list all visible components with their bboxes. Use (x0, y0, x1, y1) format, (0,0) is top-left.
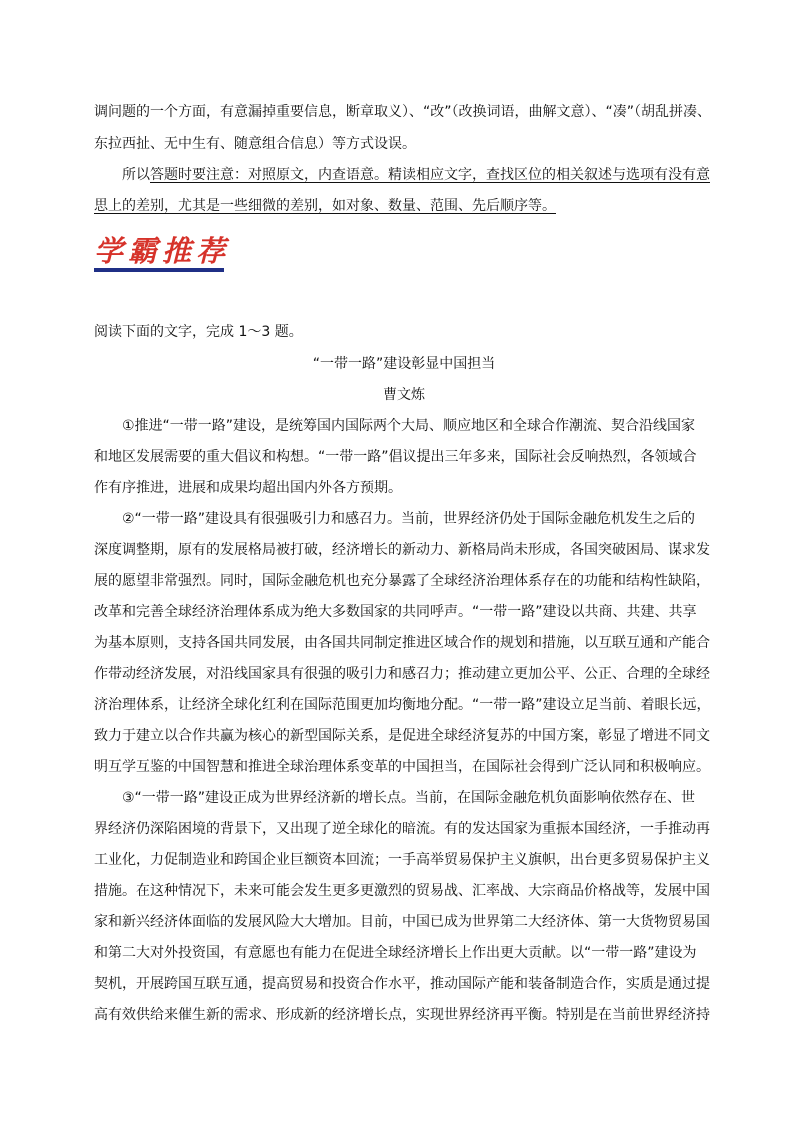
article-line: 作带动经济发展，对沿线国家具有很强的吸引力和感召力；推动建立更加公平、公正、合理的全球经 (94, 666, 710, 682)
article-author: 曹文炼 (383, 387, 425, 403)
intro-line-2: 东拉西扯、无中生有、随意组合信息）等方式设误。 (94, 136, 416, 152)
article-line: 家和新兴经济体面临的发展风险大大增加。目前，中国已成为世界第二大经济体、第一大货物贸易国 (94, 914, 710, 930)
article-line: ②“一带一路”建设具有很强吸引力和感召力。当前，世界经济仍处于国际金融危机发生之后的 (122, 511, 696, 527)
article-line: ①推进“一带一路”建设，是统筹国内国际两个大局、顺应地区和全球合作潮流、契合沿线国家 (122, 418, 696, 434)
article-line: 工业化，力促制造业和跨国企业巨额资本回流；一手高举贸易保护主义旗帜，出台更多贸易保护主义 (94, 852, 710, 868)
article-line: ③“一带一路”建设正成为世界经济新的增长点。当前，在国际金融危机负面影响依然存在、世 (122, 790, 696, 806)
article-line: 改革和完善全球经济治理体系成为绝大多数国家的共同呼声。“一带一路”建设以共商、共建、共享 (94, 604, 697, 620)
section-badge-underline (94, 268, 224, 272)
article-line: 措施。在这种情况下，未来可能会发生更多更激烈的贸易战、汇率战、大宗商品价格战等，发展中国 (94, 883, 710, 899)
article-line: 展的愿望非常强烈。同时，国际金融危机也充分暴露了全球经济治理体系存在的功能和结构性缺陷， (94, 573, 710, 589)
intro-line-1: 调问题的一个方面，有意漏掉重要信息，断章取义）、“改”（改换词语，曲解文意）、“凑”（胡乱拼凑、 (94, 104, 712, 120)
section-badge (94, 234, 231, 274)
article-line: 高有效供给来催生新的需求、形成新的经济增长点，实现世界经济再平衡。特别是在当前世界经济持 (94, 1007, 710, 1023)
intro-line-4-underlined: 思上的差别，尤其是一些细微的差别，如对象、数量、范围、先后顺序等。 (94, 198, 556, 214)
article-line: 深度调整期，原有的发展格局被打破，经济增长的新动力、新格局尚未形成，各国突破困局、谋求发 (94, 542, 710, 558)
intro-line-3-prefix: 所以 (122, 167, 150, 183)
article-line: 契机，开展跨国互联互通，提高贸易和投资合作水平，推动国际产能和装备制造合作，实质是通过提 (94, 976, 710, 992)
article-line: 作有序推进，进展和成果均超出国内外各方预期。 (94, 480, 402, 496)
section-badge-label: 学霸推荐 (94, 234, 231, 268)
article-line: 济治理体系，让经济全球化红利在国际范围更加均衡地分配。“一带一路”建设立足当前、着眼长远， (94, 697, 711, 713)
article-line: 致力于建立以合作共赢为核心的新型国际关系，是促进全球经济复苏的中国方案，彰显了增进不同文 (94, 728, 710, 744)
article-line: 为基本原则，支持各国共同发展，由各国共同制定推进区域合作的规划和措施，以互联互通和产能合 (94, 635, 710, 651)
article-line: 和地区发展需要的重大倡议和构想。“一带一路”倡议提出三年多来，国际社会反响热烈，各领域合 (94, 449, 697, 465)
article-line: 和第二大对外投资国，有意愿也有能力在促进全球经济增长上作出更大贡献。以“一带一路”建设为 (94, 945, 697, 961)
intro-line-4 (94, 196, 714, 216)
intro-line-3 (122, 165, 714, 185)
article-line: 界经济仍深陷困境的背景下，又出现了逆全球化的暗流。有的发达国家为重振本国经济，一手推动再 (94, 821, 710, 837)
article-line: 明互学互鉴的中国智慧和推进全球治理体系变革的中国担当，在国际社会得到广泛认同和积极响应。 (94, 759, 710, 775)
exercise-instruction: 阅读下面的文字，完成 1～3 题。 (94, 324, 303, 340)
article-title: “一带一路”建设彰显中国担当 (312, 356, 496, 372)
intro-line-3-underlined: 答题时要注意：对照原文，内查语意。精读相应文字，查找区位的相关叙述与选项有没有意 (150, 167, 710, 183)
